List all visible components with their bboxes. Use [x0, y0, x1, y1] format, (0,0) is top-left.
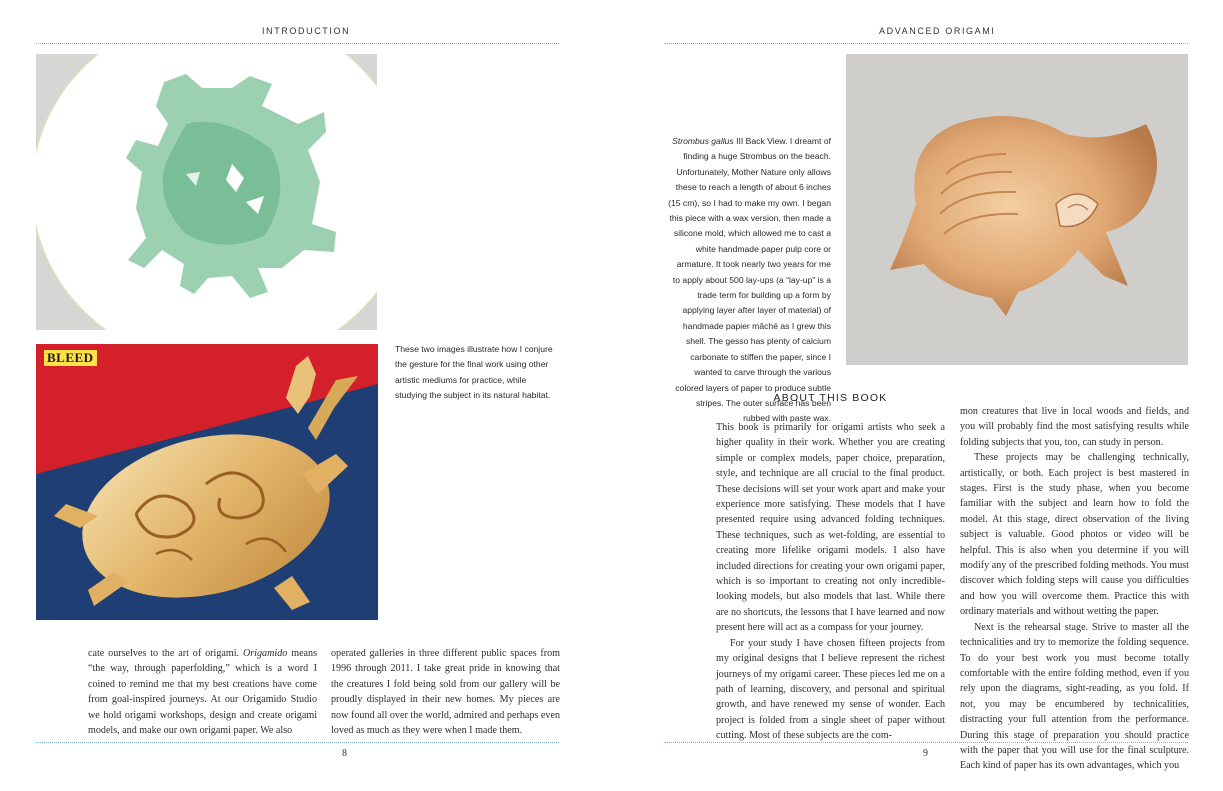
right-body-column-2 [960, 404, 1189, 774]
right-paragraph-5: Next is the rehearsal stage. Strive to master all the technicalities and try to memorize the folding sequence. To do your best work you must become totally comfortable with the entire folding method, even if you rely upon the diagrams, sight-reading, as you fold. If not, you may be encumbered by technicalities, distracting your full attention from the performance. During this stage of preparation you should practice with the paper that you will use for the final sculpture. Each kind of paper has its own advantages, which you [960, 621, 1189, 772]
right-paragraph-4: These projects may be challenging technically, artistically, or both. Each project is best mastered in stages. First is the study phase, when you become familiar with the subject and learn how to fold the model. At this stage, direct observation of the living subject is valuable. Good photos or video will be helpful. This is also when you determine if you will modify any of the prescribed folding methods. You must discover which folding steps will cause you difficulties and how you will overcome them. Practice this with ordinary materials and without wetting the paper. [960, 452, 1189, 618]
watercolor-turtle-icon [36, 54, 377, 330]
left-running-header: INTRODUCTION [262, 26, 351, 36]
left-body-column-2 [331, 646, 560, 738]
bleed-tag: BLEED [44, 350, 97, 366]
watercolor-turtle-figure [36, 54, 377, 330]
section-title: ABOUT THIS BOOK [773, 392, 888, 404]
left-body-column-1 [88, 646, 317, 738]
right-body-column-1 [716, 420, 945, 744]
right-page-number: 9 [923, 748, 928, 759]
right-paragraph-2: For your study I have chosen fifteen projects from my original designs that I believe represent the richest journeys of my origami career. These pieces led me on a path of learning, discovery, and personal and spiritual growth, and have renewed my sense of wonder. Each project is folded from a single sheet of paper without cutting. Most of these subjects are the com- [716, 637, 945, 742]
left-figure-caption: These two images illustrate how I conjure the gesture for the final work using other artistic mediums for practice, while studying the subject in its natural habitat. [395, 344, 553, 401]
right-header-rule [664, 43, 1188, 44]
right-footer-rule [664, 742, 1188, 743]
shell-sculpture-figure [846, 54, 1188, 365]
strombus-shell-icon [846, 54, 1188, 365]
caption-species-name: Strombus gallus [672, 136, 734, 146]
left-footer-rule [36, 742, 559, 743]
origami-turtle-icon [36, 344, 378, 620]
left-header-rule [36, 43, 559, 44]
right-running-header: ADVANCED ORIGAMI [879, 26, 996, 36]
shell-figure-caption: Strombus gallus III Back View. I dreamt of finding a huge Strombus on the beach. Unfortunately, Mother Nature only allows these to reach a length of about 6 inches (15 cm), so I had to make my own. I began this piece with a wax version, then made a silicone mold, which allowed me to cast a white handmade paper pulp core or armature. It took nearly two years for me to apply about 500 lay-ups (a “lay-up” is a trade term for building up a form by applying layer after layer of material) of handmade papier mâché as I grew this shell. The gesso has plenty of calcium carbonate to stiffen the paper, since I wanted to carve through the various colored layers of paper to produce subtle stripes. The outer surface has been rubbed with paste wax. [668, 136, 831, 424]
left-paragraph-2: operated galleries in three different public spaces from 1996 through 2011. I take great pride in knowing that the creatures I fold being sold from our gallery will be proudly displayed in their new homes. My pieces are now found all over the world, admired and perhaps even loved as much as they were when I made them. [331, 648, 560, 737]
right-paragraph-1: This book is primarily for origami artists who seek a higher quality in their work. Whether you are creating simple or complex models, paper choice, preparation, style, and technique are all crucial to the final product. These decisions will set your work apart and make your experience more satisfying. These models that I have presented require using advanced folding techniques. These techniques, such as wet-folding, are essential to creating more lifelike origami models. I also have included directions for creating your own origami paper, which is so important to creating not only incredible-looking models, but also models that last. While there are no shortcuts, the lessons that I have learned and now present here will act as a compass for your journey. [716, 422, 945, 634]
left-paragraph-1: cate ourselves to the art of origami. Origamido means “the way, through paperfolding,” which is a word I coined to remind me that my best creations have come from goal-inspired journeys. At our Origamido Studio we hold origami workshops, design and create origami models, and make our own origami paper. We also [88, 648, 318, 737]
origami-turtle-figure [36, 344, 378, 620]
left-page-number: 8 [342, 748, 347, 759]
right-paragraph-3: mon creatures that live in local woods and fields, and you will probably find the most satisfying results while folding subjects that you, too, can study in person. [960, 406, 1189, 448]
